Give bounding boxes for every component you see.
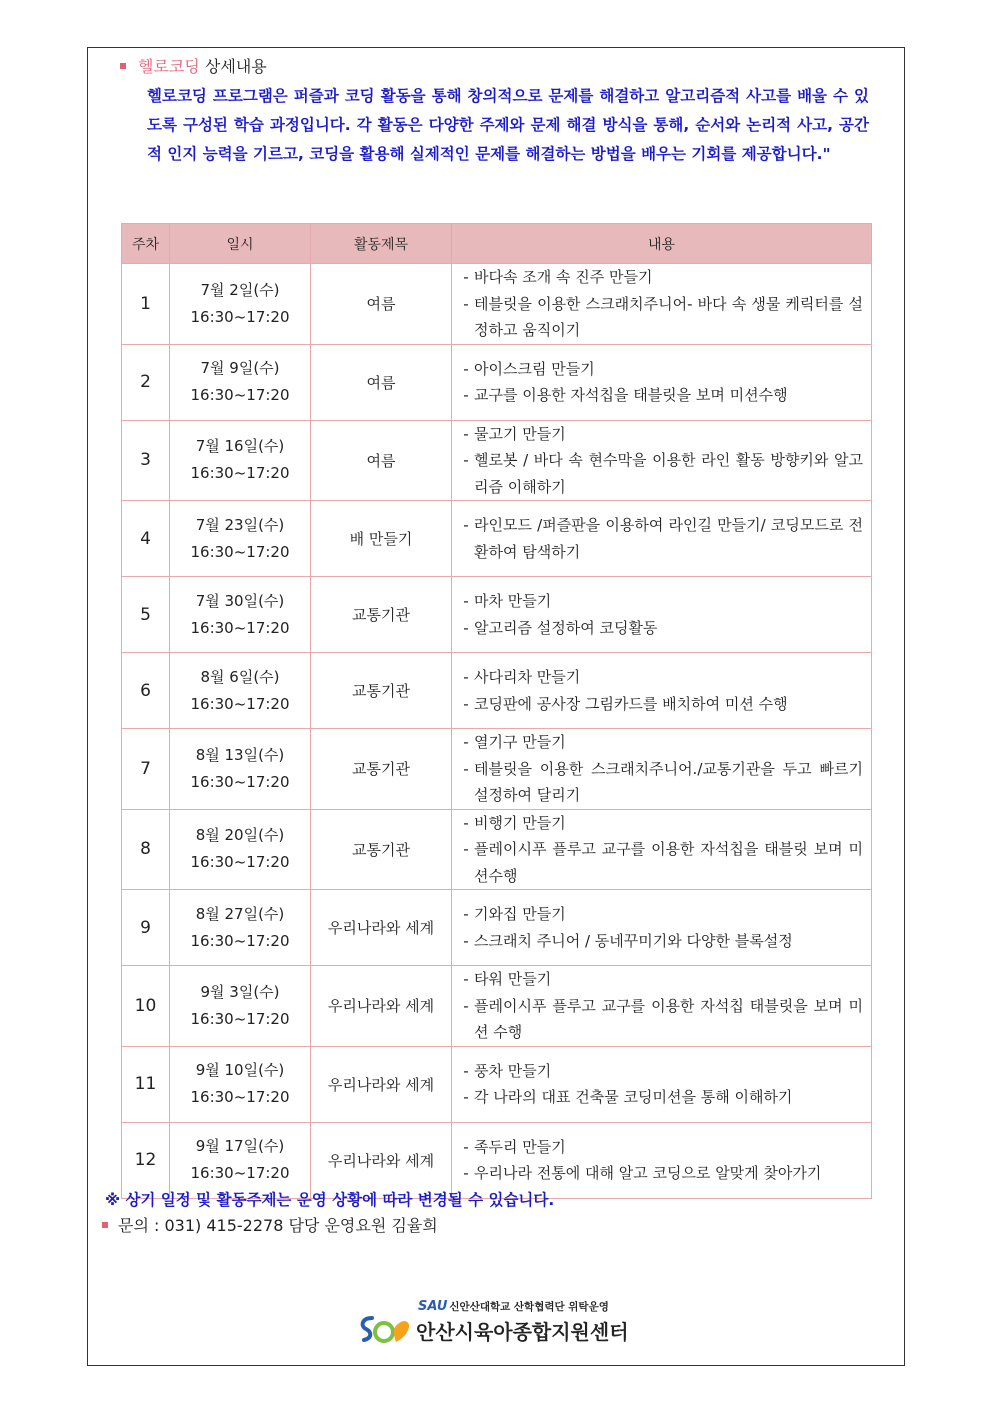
- table-row: [122, 809, 872, 890]
- square-bullet-icon: [120, 63, 126, 69]
- content-item: - 테블릿을 이용한 스크래치주니어./교통기관을 두고 빠르기 설정하여 달리기: [463, 759, 863, 804]
- cell-date: [170, 577, 311, 653]
- cell-title: 여름: [311, 420, 452, 501]
- content-item: - 마차 만들기: [463, 592, 552, 610]
- cell-content: [452, 420, 872, 501]
- logo-sau: SAU: [418, 1299, 448, 1314]
- content-item: - 풍차 만들기: [463, 1061, 552, 1080]
- content-item: - 테블릿을 이용한 스크래치주니어- 바다 속 생물 케릭터를 설정하고 움직이기: [463, 294, 863, 339]
- cell-date: [170, 729, 311, 810]
- time-text: 16:30~17:20: [190, 1009, 290, 1028]
- heading-accent: 헬로코딩: [138, 57, 200, 76]
- table-row: [122, 966, 872, 1047]
- content-item: - 족두리 만들기: [463, 1137, 566, 1156]
- square-bullet-icon: [102, 1222, 108, 1228]
- time-text: 16:30~17:20: [190, 386, 290, 404]
- date-text: 8월 27일(수): [195, 904, 285, 923]
- schedule-notice: ※ 상기 일정 및 활동주제는 운영 상황에 따라 변경될 수 있습니다.: [105, 1191, 555, 1209]
- time-text: 16:30~17:20: [190, 853, 290, 872]
- content-item: - 물고기 만들기: [463, 424, 566, 443]
- date-text: 9월 10일(수): [195, 1061, 285, 1079]
- date-text: 7월 23일(수): [195, 515, 285, 534]
- cell-content: [452, 729, 872, 810]
- cell-content: [452, 1122, 872, 1198]
- cell-content: [452, 653, 872, 729]
- logo-subtitle: SAU 신안산대학교 산학협력단 위탁운영: [418, 1299, 609, 1314]
- content-item: - 코딩판에 공사장 그림카드를 배치하여 미션 수행: [463, 694, 788, 713]
- cell-title: 교통기관: [311, 577, 452, 653]
- cell-content: [452, 264, 872, 345]
- cell-week: 2: [122, 344, 170, 420]
- cell-week: 7: [122, 729, 170, 810]
- content-item: - 비행기 만들기: [463, 813, 566, 832]
- date-text: 7월 16일(수): [195, 437, 285, 456]
- time-text: 16:30~17:20: [190, 931, 290, 950]
- cell-title: 여름: [311, 264, 452, 345]
- cell-title: 여름: [311, 344, 452, 420]
- content-item: - 우리나라 전통에 대해 알고 코딩으로 알맞게 찾아가기: [463, 1164, 822, 1182]
- content-item: - 기와집 만들기: [463, 905, 566, 923]
- date-text: 8월 20일(수): [195, 826, 285, 845]
- cell-date: [170, 966, 311, 1047]
- time-text: 16:30~17:20: [190, 542, 290, 561]
- time-text: 16:30~17:20: [190, 618, 290, 637]
- content-item: - 스크래치 주니어 / 동네꾸미기와 다양한 블록설정: [463, 931, 793, 950]
- schedule-table: [121, 223, 872, 1199]
- cell-content: [452, 1046, 872, 1122]
- content-item: - 아이스크림 만들기: [463, 359, 595, 378]
- table-row: [122, 264, 872, 345]
- cell-week: 5: [122, 577, 170, 653]
- cell-week: 6: [122, 653, 170, 729]
- table-row: [122, 1046, 872, 1122]
- heading-rest: 상세내용: [199, 57, 267, 76]
- table-row: [122, 890, 872, 966]
- cell-date: [170, 344, 311, 420]
- cell-title: 우리나라와 세계: [311, 966, 452, 1047]
- time-text: 16:30~17:20: [190, 772, 290, 791]
- cell-title: 우리나라와 세계: [311, 1122, 452, 1198]
- cell-date: [170, 1122, 311, 1198]
- content-item: - 각 나라의 대표 건축물 코딩미션을 통해 이해하기: [463, 1088, 793, 1106]
- cell-date: [170, 501, 311, 577]
- table-row: [122, 729, 872, 810]
- cell-date: [170, 420, 311, 501]
- logo-title: 안산시육아종합지원센터: [416, 1320, 629, 1344]
- cell-week: 8: [122, 809, 170, 890]
- cell-title: 우리나라와 세계: [311, 890, 452, 966]
- cell-week: 3: [122, 420, 170, 501]
- cell-title: 배 만들기: [311, 501, 452, 577]
- cell-title: 교통기관: [311, 653, 452, 729]
- date-text: 7월 9일(수): [200, 359, 280, 377]
- content-item: - 바다속 조개 속 진주 만들기: [463, 268, 653, 286]
- content-item: - 플레이시푸 플루고 교구를 이용한 자석칩을 태블릿 보며 미션수행: [463, 840, 863, 885]
- time-text: 16:30~17:20: [190, 464, 290, 483]
- section-heading: [120, 56, 267, 78]
- date-text: 8월 13일(수): [195, 745, 285, 764]
- cell-content: [452, 890, 872, 966]
- date-text: 8월 6일(수): [200, 667, 280, 686]
- cell-content: [452, 966, 872, 1047]
- cell-week: 10: [122, 966, 170, 1047]
- cell-date: [170, 809, 311, 890]
- date-text: 7월 30일(수): [195, 591, 285, 610]
- table-row: [122, 577, 872, 653]
- time-text: 16:30~17:20: [190, 307, 290, 326]
- table-row: [122, 501, 872, 577]
- content-item: - 플레이시푸 플루고 교구를 이용한 자석칩 태블릿을 보며 미션 수행: [463, 996, 863, 1041]
- header-content: 내용: [452, 224, 872, 264]
- cell-title: 우리나라와 세계: [311, 1046, 452, 1122]
- date-text: 9월 3일(수): [200, 982, 280, 1001]
- contact-text: 문의 : 031) 415-2278 담당 운영요원 김율희: [118, 1216, 438, 1235]
- content-item: - 열기구 만들기: [463, 733, 566, 751]
- content-item: - 타워 만들기: [463, 970, 552, 988]
- content-item: - 사다리차 만들기: [463, 668, 581, 686]
- date-text: 9월 17일(수): [195, 1137, 285, 1155]
- cell-content: [452, 501, 872, 577]
- cell-week: 11: [122, 1046, 170, 1122]
- content-item: - 교구를 이용한 자석칩을 태블릿을 보며 미션수행: [463, 386, 788, 404]
- cell-content: [452, 809, 872, 890]
- cell-week: 4: [122, 501, 170, 577]
- time-text: 16:30~17:20: [190, 1164, 290, 1182]
- cell-week: 1: [122, 264, 170, 345]
- cell-date: [170, 890, 311, 966]
- time-text: 16:30~17:20: [190, 1088, 290, 1106]
- cell-title: 교통기관: [311, 729, 452, 810]
- cell-content: [452, 577, 872, 653]
- header-week: 주차: [122, 224, 170, 264]
- cell-title: 교통기관: [311, 809, 452, 890]
- header-date: 일시: [170, 224, 311, 264]
- table-row: [122, 420, 872, 501]
- table-row: [122, 653, 872, 729]
- intro-paragraph: 헬로코딩 프로그램은 퍼즐과 코딩 활동을 통해 창의적으로 문제를 해결하고 알고리즘적 사고를 배울 수 있도록 구성된 학습 과정입니다. 각 활동은 다양한 주제와 문제 해결 방식을 통해, 순서와 논리적 사고, 공간적 인지 능력을 기르고, 코딩을 활용해 실제적인 문제를 해결하는 방법을 배우는 기회를 제공합니다.": [147, 87, 869, 163]
- content-item: - 헬로봇 / 바다 속 현수막을 이용한 라인 활동 방향키와 알고리즘 이해하기: [463, 451, 863, 496]
- table-row: [122, 344, 872, 420]
- contact-info: [102, 1214, 438, 1238]
- cell-content: [452, 344, 872, 420]
- content-item: - 알고리즘 설정하여 코딩활동: [463, 618, 658, 637]
- cell-date: [170, 653, 311, 729]
- center-logo: [358, 1296, 638, 1346]
- table-header-row: [122, 224, 872, 264]
- center-logo-mark-icon: [358, 1312, 414, 1346]
- content-item: - 라인모드 /퍼즐판을 이용하여 라인길 만들기/ 코딩모드로 전환하여 탐색하기: [463, 516, 863, 561]
- cell-week: 9: [122, 890, 170, 966]
- cell-date: [170, 264, 311, 345]
- time-text: 16:30~17:20: [190, 694, 290, 713]
- table-row: [122, 1122, 872, 1198]
- cell-week: 12: [122, 1122, 170, 1198]
- cell-date: [170, 1046, 311, 1122]
- date-text: 7월 2일(수): [200, 280, 280, 299]
- header-title: 활동제목: [311, 224, 452, 264]
